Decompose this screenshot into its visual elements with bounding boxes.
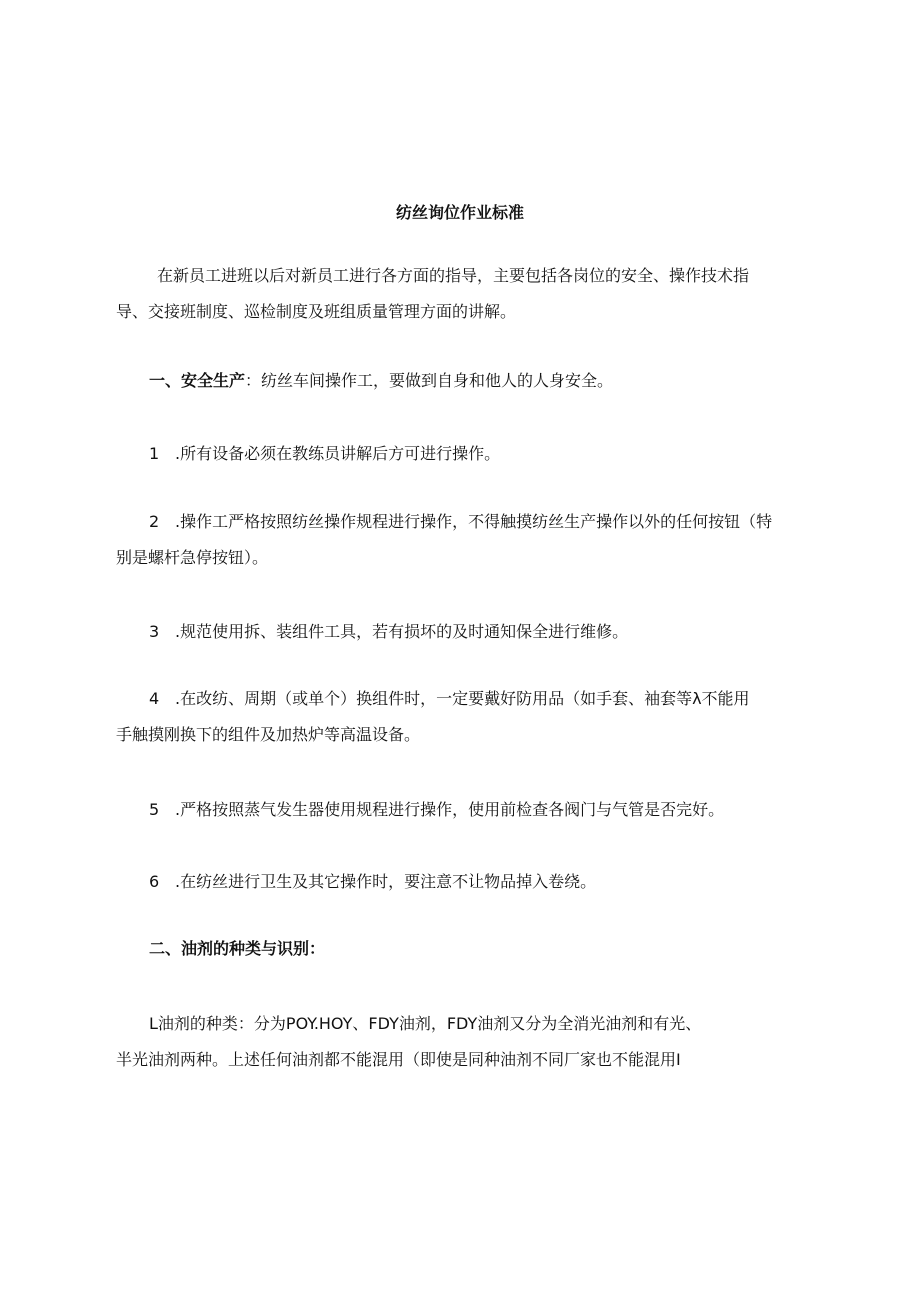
section-2-line xyxy=(116,938,816,960)
oil-line-1 xyxy=(116,1013,816,1035)
item-1-number: 1 xyxy=(149,444,160,463)
item-2-line-1 xyxy=(116,511,816,533)
item-4-number: 4 xyxy=(149,689,160,708)
item-4-line-2: 手触摸刚换下的组件及加热炉等高温设备。 xyxy=(116,725,421,744)
item-3-number: 3 xyxy=(149,622,160,641)
item-5-number: 5 xyxy=(149,800,160,819)
section-1-heading: 一、安全生产 xyxy=(149,371,246,390)
item-1 xyxy=(116,443,816,465)
intro-line-1 xyxy=(116,265,816,287)
section-1-line xyxy=(116,370,816,392)
section-1-paragraph xyxy=(116,370,816,392)
intro-paragraph xyxy=(116,265,816,323)
section-2-paragraph xyxy=(116,938,816,960)
item-3 xyxy=(116,621,816,643)
intro-text-1: 在新员工进班以后对新员工进行各方面的指导，主要包括各岗位的安全、操作技术指 xyxy=(157,266,750,285)
item-6-text: .在纺丝进行卫生及其它操作时，要注意不让物品掉入卷绕。 xyxy=(175,872,597,891)
document-title: 纺丝询位作业标准 xyxy=(395,203,524,222)
item-1-line-1 xyxy=(116,443,816,465)
item-2-number: 2 xyxy=(149,512,160,531)
item-3-line-1 xyxy=(116,621,816,643)
item-5-line-1 xyxy=(116,799,816,821)
item-2-text: .操作工严格按照纺丝操作规程进行操作，不得触摸纺丝生产操作以外的任何按钮（特 xyxy=(175,512,773,531)
oil-paragraph xyxy=(116,1013,816,1071)
item-4-line-1 xyxy=(116,688,816,710)
section-2-heading: 二、油剂的种类与识别： xyxy=(149,939,326,958)
intro-line-2: 导、交接班制度、巡检制度及班组质量管理方面的讲解。 xyxy=(116,302,517,321)
item-4 xyxy=(116,688,816,746)
item-3-text: .规范使用拆、装组件工具，若有损坏的及时通知保全进行维修。 xyxy=(175,622,629,641)
item-4-text: .在改纺、周期（或单个）换组件时，一定要戴好防用品（如手套、袖套等λ不能用 xyxy=(175,689,750,708)
item-6-number: 6 xyxy=(149,872,160,891)
oil-text-1: L油剂的种类：分为POY.HOY、FDY油剂，FDY油剂又分为全消光油剂和有光、 xyxy=(149,1014,702,1033)
item-5-text: .严格按照蒸气发生器使用规程进行操作，使用前检查各阀门与气管是否完好。 xyxy=(175,800,725,819)
oil-line-2: 半光油剂两种。上述任何油剂都不能混用（即使是同种油剂不同厂家也不能混用I xyxy=(116,1050,681,1069)
item-5 xyxy=(116,799,816,821)
item-6-line-1 xyxy=(116,871,816,893)
section-1-text: ：纺丝车间操作工，要做到自身和他人的人身安全。 xyxy=(245,371,614,390)
item-2 xyxy=(116,511,816,569)
item-1-text: .所有设备必须在教练员讲解后方可进行操作。 xyxy=(175,444,501,463)
item-2-line-2: 别是螺杆急停按钮）。 xyxy=(116,548,269,567)
item-6 xyxy=(116,871,816,893)
